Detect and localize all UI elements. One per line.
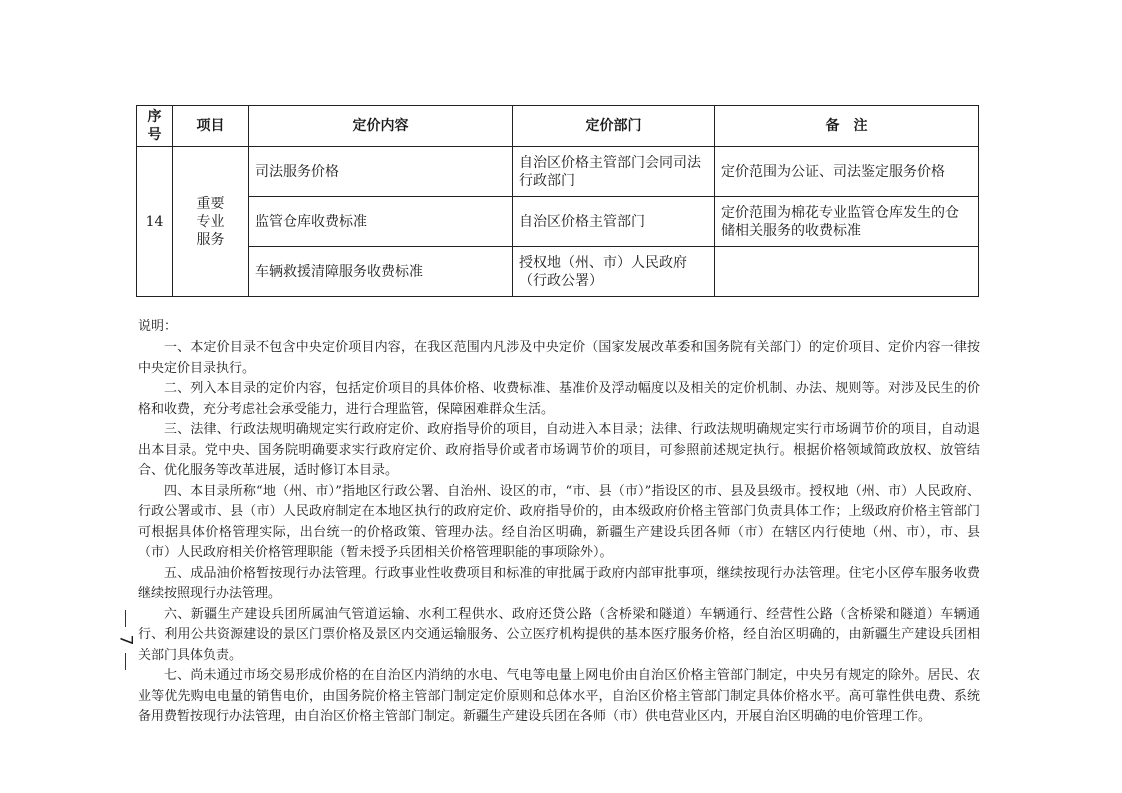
header-seq: 序号 [137,106,173,147]
header-content: 定价内容 [249,106,513,147]
item-line: 服务 [196,231,225,248]
row-seq-cell: 14 [137,147,173,297]
header-note: 备 注 [715,106,979,147]
note-paragraph: 六、新疆生产建设兵团所属油气管道运输、水利工程供水、政府还贷公路（含桥梁和隧道）车辆通行、经营性公路（含桥梁和隧道）车辆通行、利用公共资源建设的景区门票价格及景区内交通运输服务、公立医疗机构提供的基本医疗服务价格，经自治区明确的，由新疆生产建设兵团相关部门具体负责。 [138,606,980,663]
content-cell: 司法服务价格 [249,147,513,197]
note-cell [715,247,979,297]
item-line: 专业 [196,213,225,230]
note-cell: 定价范围为棉花专业监管仓库发生的仓储相关服务的收费标准 [715,197,979,247]
table-header-row [137,106,979,147]
table-row [137,247,979,297]
notes-section [138,317,980,728]
note-cell: 定价范围为公证、司法鉴定服务价格 [715,147,979,197]
table-row [137,147,979,197]
note-paragraph: 五、成品油价格暂按现行办法管理。行政事业性收费项目和标准的审批属于政府内部审批事项，继续按现行办法管理。住宅小区停车服务收费继续按照现行办法管理。 [138,565,980,601]
dept-cell: 授权地（州、市）人民政府（行政公署） [513,247,715,297]
note-paragraph: 二、列入本目录的定价内容，包括定价项目的具体价格、收费标准、基准价及浮动幅度以及相关的定价机制、办法、规则等。对涉及民生的价格和收费，充分考虑社会承受能力，进行合理监管，保障困难群众生活。 [138,381,980,417]
page-number-text: 7 [114,634,135,646]
dept-cell: 自治区价格主管部门 [513,197,715,247]
note-paragraph: 三、法律、行政法规明确规定实行政府定价、政府指导价的项目，自动进入本目录；法律、行政法规明确规定实行市场调节价的项目，自动退出本目录。党中央、国务院明确要求实行政府定价、政府指导价或者市场调节价的项目，可参照前述规定执行。根据价格领域简政放权、放管结合、优化服务等改革进展，适时修订本目录。 [138,422,980,478]
header-item: 项目 [173,106,249,147]
content-cell: 车辆救援清障服务收费标准 [249,247,513,297]
header-dept: 定价部门 [513,106,715,147]
pricing-table [136,105,979,297]
dept-cell: 自治区价格主管部门会同司法行政部门 [513,147,715,197]
note-paragraph: 七、尚未通过市场交易形成价格的在自治区内消纳的水电、气电等电量上网电价由自治区价格主管部门制定，中央另有规定的除外。居民、农业等优先购电电量的销售电价，由国务院价格主管部门制定定价原则和总体水平，自治区价格主管部门制定具体价格水平。高可靠性供电费、系统备用费暂按现行办法管理，由自治区价格主管部门制定。新疆生产建设兵团在各师（市）供电营业区内，开展自治区明确的电价管理工作。 [138,668,980,724]
content-cell: 监管仓库收费标准 [249,197,513,247]
notes-lead: 说明： [138,319,178,334]
page-number-rule [125,653,126,670]
note-paragraph: 四、本目录所称“地（州、市）”指地区行政公署、自治州、设区的市，“市、县（市）”指设区的市、县及县级市。授权地（州、市）人民政府、行政公署或市、县（市）人民政府制定在本地区执行的政府定价、政府指导价的，由本级政府价格主管部门负责具体工作；上级政府价格主管部门可根据具体价格管理实际，出台统一的价格政策、管理办法。经自治区明确，新疆生产建设兵团各师（市）在辖区内行使地（州、市），市、县（市）人民政府相关价格管理职能（暂未授予兵团相关价格管理职能的事项除外）。 [138,483,980,560]
note-paragraph: 一、本定价目录不包含中央定价项目内容，在我区范围内凡涉及中央定价（国家发展改革委和国务院有关部门）的定价项目、定价内容一律按中央定价目录执行。 [138,340,980,376]
page-number [114,610,136,680]
page-number-rule [125,610,126,627]
row-item-cell [173,147,249,297]
item-line: 重要 [196,195,225,212]
table-row [137,197,979,247]
